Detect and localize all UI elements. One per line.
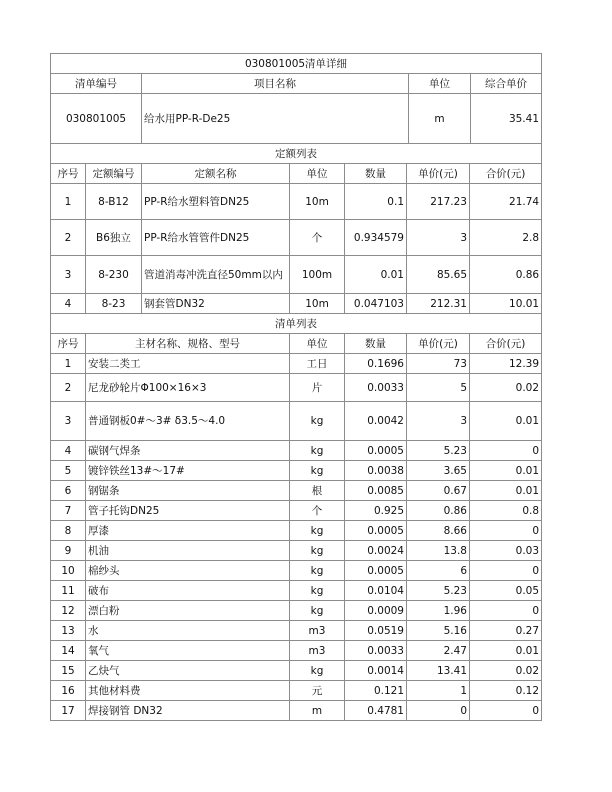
material-price: 0.67	[407, 481, 470, 501]
materials-col-header: 合价(元)	[470, 334, 542, 354]
material-unit: kg	[290, 581, 345, 601]
material-unit: kg	[290, 521, 345, 541]
quota-col-header: 数量	[345, 164, 407, 184]
quota-qty: 0.01	[345, 256, 407, 294]
material-no: 9	[51, 541, 86, 561]
material-no: 6	[51, 481, 86, 501]
material-price: 5	[407, 374, 470, 402]
material-name: 厚漆	[86, 521, 290, 541]
quota-table	[50, 143, 542, 314]
material-price: 2.47	[407, 641, 470, 661]
material-total: 0.27	[470, 621, 542, 641]
quota-total: 2.8	[470, 220, 542, 256]
material-total: 0.01	[470, 461, 542, 481]
quota-section-title: 定额列表	[51, 144, 542, 164]
col-header-name: 项目名称	[142, 74, 409, 94]
quota-price: 217.23	[407, 184, 470, 220]
material-qty: 0.4781	[345, 701, 407, 721]
material-qty: 0.0038	[345, 461, 407, 481]
material-unit: kg	[290, 441, 345, 461]
quota-code: 8-B12	[86, 184, 142, 220]
material-name: 焊接钢管 DN32	[86, 701, 290, 721]
material-total: 0	[470, 441, 542, 461]
material-qty: 0.121	[345, 681, 407, 701]
material-unit: 个	[290, 501, 345, 521]
material-qty: 0.0519	[345, 621, 407, 641]
material-no: 4	[51, 441, 86, 461]
material-price: 5.16	[407, 621, 470, 641]
material-unit: kg	[290, 601, 345, 621]
quota-unit: 100m	[290, 256, 345, 294]
col-header-code: 清单编号	[51, 74, 142, 94]
table-row	[51, 681, 542, 701]
material-no: 16	[51, 681, 86, 701]
material-qty: 0.0085	[345, 481, 407, 501]
bill-name: 给水用PP-R-De25	[142, 94, 409, 144]
material-name: 破布	[86, 581, 290, 601]
material-no: 2	[51, 374, 86, 402]
table-row	[51, 441, 542, 461]
material-unit: kg	[290, 661, 345, 681]
material-qty: 0.0033	[345, 641, 407, 661]
col-header-unit: 单位	[409, 74, 471, 94]
bill-header-table	[50, 53, 542, 144]
table-row	[51, 220, 542, 256]
bill-title: 030801005清单详细	[51, 54, 542, 74]
quota-total: 0.86	[470, 256, 542, 294]
quota-no: 3	[51, 256, 86, 294]
quota-col-header: 合价(元)	[470, 164, 542, 184]
material-price: 73	[407, 354, 470, 374]
material-no: 5	[51, 461, 86, 481]
material-no: 15	[51, 661, 86, 681]
material-total: 0	[470, 601, 542, 621]
material-price: 6	[407, 561, 470, 581]
material-total: 0.01	[470, 481, 542, 501]
material-name: 钢锯条	[86, 481, 290, 501]
material-total: 0.03	[470, 541, 542, 561]
materials-col-header: 数量	[345, 334, 407, 354]
material-total: 0	[470, 561, 542, 581]
bill-price: 35.41	[471, 94, 542, 144]
material-no: 17	[51, 701, 86, 721]
material-unit: 工日	[290, 354, 345, 374]
table-row	[51, 402, 542, 441]
quota-name: PP-R给水管管件DN25	[142, 220, 290, 256]
material-qty: 0.0005	[345, 441, 407, 461]
quota-no: 4	[51, 294, 86, 314]
quota-header-row	[51, 164, 542, 184]
table-row	[51, 541, 542, 561]
table-row	[51, 501, 542, 521]
material-unit: m	[290, 701, 345, 721]
table-row	[51, 561, 542, 581]
table-row	[51, 521, 542, 541]
material-name: 棉纱头	[86, 561, 290, 581]
material-unit: kg	[290, 461, 345, 481]
quota-col-header: 定额编号	[86, 164, 142, 184]
table-row	[51, 601, 542, 621]
material-unit: 元	[290, 681, 345, 701]
material-name: 其他材料费	[86, 681, 290, 701]
material-no: 1	[51, 354, 86, 374]
material-qty: 0.0005	[345, 561, 407, 581]
materials-col-header: 主材名称、规格、型号	[86, 334, 290, 354]
table-row	[51, 294, 542, 314]
material-name: 机油	[86, 541, 290, 561]
material-qty: 0.0024	[345, 541, 407, 561]
quota-qty: 0.047103	[345, 294, 407, 314]
materials-section-title: 清单列表	[51, 314, 542, 334]
material-total: 0.01	[470, 402, 542, 441]
quota-price: 3	[407, 220, 470, 256]
quota-unit: 10m	[290, 294, 345, 314]
material-price: 0.86	[407, 501, 470, 521]
material-total: 0.05	[470, 581, 542, 601]
quota-total: 21.74	[470, 184, 542, 220]
quota-price: 85.65	[407, 256, 470, 294]
material-price: 3	[407, 402, 470, 441]
material-unit: 根	[290, 481, 345, 501]
material-name: 水	[86, 621, 290, 641]
material-total: 0	[470, 701, 542, 721]
quota-name: PP-R给水塑料管DN25	[142, 184, 290, 220]
table-row	[51, 481, 542, 501]
material-no: 10	[51, 561, 86, 581]
material-qty: 0.0104	[345, 581, 407, 601]
material-price: 5.23	[407, 581, 470, 601]
material-qty: 0.0042	[345, 402, 407, 441]
quota-unit: 10m	[290, 184, 345, 220]
bill-unit: m	[409, 94, 471, 144]
material-name: 乙炔气	[86, 661, 290, 681]
quota-col-header: 序号	[51, 164, 86, 184]
material-no: 11	[51, 581, 86, 601]
quota-name: 钢套管DN32	[142, 294, 290, 314]
material-no: 14	[51, 641, 86, 661]
materials-col-header: 单价(元)	[407, 334, 470, 354]
material-no: 3	[51, 402, 86, 441]
materials-table	[50, 313, 542, 721]
quota-no: 1	[51, 184, 86, 220]
material-qty: 0.1696	[345, 354, 407, 374]
material-no: 7	[51, 501, 86, 521]
material-qty: 0.0033	[345, 374, 407, 402]
material-price: 3.65	[407, 461, 470, 481]
material-unit: kg	[290, 541, 345, 561]
quota-total: 10.01	[470, 294, 542, 314]
materials-col-header: 序号	[51, 334, 86, 354]
material-unit: kg	[290, 561, 345, 581]
table-row	[51, 374, 542, 402]
quota-qty: 0.1	[345, 184, 407, 220]
table-row	[51, 256, 542, 294]
material-price: 1.96	[407, 601, 470, 621]
material-name: 尼龙砂轮片Φ100×16×3	[86, 374, 290, 402]
quota-col-header: 定额名称	[142, 164, 290, 184]
material-total: 12.39	[470, 354, 542, 374]
material-total: 0.01	[470, 641, 542, 661]
quota-no: 2	[51, 220, 86, 256]
material-name: 氧气	[86, 641, 290, 661]
table-row	[51, 461, 542, 481]
material-qty: 0.925	[345, 501, 407, 521]
table-row	[51, 184, 542, 220]
material-no: 12	[51, 601, 86, 621]
material-name: 漂白粉	[86, 601, 290, 621]
material-total: 0.02	[470, 661, 542, 681]
table-row	[51, 354, 542, 374]
quota-name: 管道消毒冲洗直径50mm以内	[142, 256, 290, 294]
material-name: 管子托钩DN25	[86, 501, 290, 521]
material-total: 0.12	[470, 681, 542, 701]
table-row	[51, 581, 542, 601]
materials-header-row	[51, 334, 542, 354]
quota-unit: 个	[290, 220, 345, 256]
material-name: 碳钢气焊条	[86, 441, 290, 461]
materials-col-header: 单位	[290, 334, 345, 354]
material-qty: 0.0009	[345, 601, 407, 621]
quota-code: B6独立	[86, 220, 142, 256]
material-name: 普通钢板0#～3# δ3.5～4.0	[86, 402, 290, 441]
quota-col-header: 单价(元)	[407, 164, 470, 184]
material-total: 0.02	[470, 374, 542, 402]
quota-col-header: 单位	[290, 164, 345, 184]
quota-code: 8-230	[86, 256, 142, 294]
material-name: 镀锌铁丝13#～17#	[86, 461, 290, 481]
material-price: 13.41	[407, 661, 470, 681]
table-row	[51, 701, 542, 721]
material-price: 8.66	[407, 521, 470, 541]
table-row	[51, 621, 542, 641]
material-price: 5.23	[407, 441, 470, 461]
material-no: 13	[51, 621, 86, 641]
material-price: 1	[407, 681, 470, 701]
material-total: 0.8	[470, 501, 542, 521]
material-price: 13.8	[407, 541, 470, 561]
material-total: 0	[470, 521, 542, 541]
col-header-price: 综合单价	[471, 74, 542, 94]
material-unit: m3	[290, 621, 345, 641]
table-row	[51, 661, 542, 681]
material-unit: m3	[290, 641, 345, 661]
material-unit: kg	[290, 402, 345, 441]
material-name: 安装二类工	[86, 354, 290, 374]
quota-code: 8-23	[86, 294, 142, 314]
bill-code: 030801005	[51, 94, 142, 144]
table-row	[51, 641, 542, 661]
quota-price: 212.31	[407, 294, 470, 314]
material-no: 8	[51, 521, 86, 541]
material-unit: 片	[290, 374, 345, 402]
material-price: 0	[407, 701, 470, 721]
material-qty: 0.0014	[345, 661, 407, 681]
material-qty: 0.0005	[345, 521, 407, 541]
quota-qty: 0.934579	[345, 220, 407, 256]
